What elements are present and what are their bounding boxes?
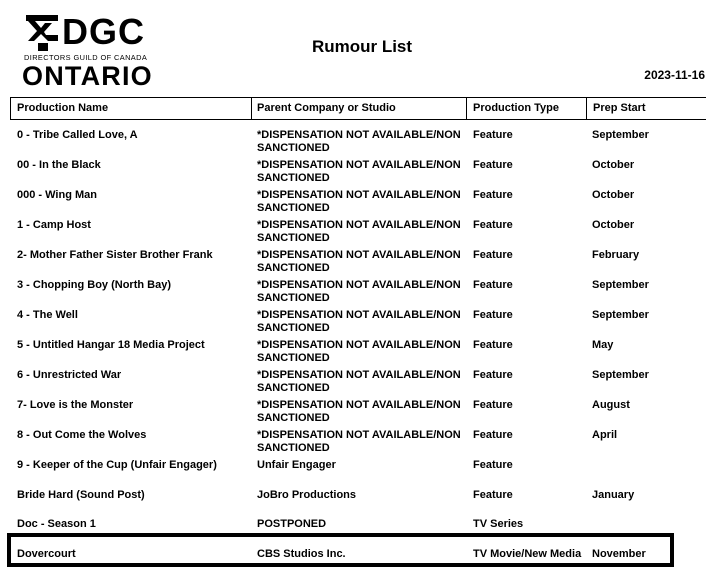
prep-start: April — [592, 429, 618, 441]
parent-company: *DISPENSATION NOT AVAILABLE/NON SANCTIONED — [257, 399, 461, 424]
production-name: 5 - Untitled Hangar 18 Media Project — [17, 339, 205, 351]
parent-company: JoBro Productions — [257, 489, 357, 501]
table-header — [10, 97, 706, 120]
highlight-box — [7, 533, 674, 567]
production-type: Feature — [473, 339, 513, 351]
production-name: 3 - Chopping Boy (North Bay) — [17, 279, 171, 291]
table-row — [0, 429, 725, 459]
prep-start: January — [592, 489, 635, 501]
production-name: Dovercourt — [17, 548, 76, 560]
production-name: 0 - Tribe Called Love, A — [17, 129, 138, 141]
prep-start: November — [592, 548, 646, 560]
prep-start: September — [592, 309, 649, 321]
clapperboard-icon — [24, 13, 64, 53]
parent-company: *DISPENSATION NOT AVAILABLE/NON SANCTIONED — [257, 189, 461, 214]
table-row — [0, 459, 725, 489]
production-type: Feature — [473, 369, 513, 381]
parent-company: *DISPENSATION NOT AVAILABLE/NON SANCTIONED — [257, 219, 461, 244]
production-name: 4 - The Well — [17, 309, 78, 321]
column-header-production-name: Production Name — [11, 98, 252, 119]
parent-company: *DISPENSATION NOT AVAILABLE/NON SANCTIONED — [257, 369, 461, 394]
logo-region: ONTARIO — [22, 61, 153, 91]
table-row — [0, 309, 725, 339]
production-name: 9 - Keeper of the Cup (Unfair Engager) — [17, 459, 217, 471]
parent-company: CBS Studios Inc. — [257, 548, 346, 560]
table-row — [0, 369, 725, 399]
production-name: 6 - Unrestricted War — [17, 369, 122, 381]
prep-start: October — [592, 219, 635, 231]
production-name: Doc - Season 1 — [17, 518, 96, 530]
parent-company: *DISPENSATION NOT AVAILABLE/NON SANCTIONED — [257, 429, 461, 454]
table-row — [0, 279, 725, 309]
column-header-prep-start: Prep Start — [593, 102, 646, 114]
production-type: Feature — [473, 309, 513, 321]
production-type: Feature — [473, 489, 513, 501]
parent-company: *DISPENSATION NOT AVAILABLE/NON SANCTIONED — [257, 129, 461, 154]
production-type: TV Movie/New Media — [473, 548, 582, 560]
parent-company: *DISPENSATION NOT AVAILABLE/NON SANCTIONED — [257, 159, 461, 184]
table-row — [0, 489, 725, 519]
table-row — [0, 249, 725, 279]
prep-start: September — [592, 369, 649, 381]
production-name: 7- Love is the Monster — [17, 399, 134, 411]
parent-company: *DISPENSATION NOT AVAILABLE/NON SANCTIONED — [257, 339, 461, 364]
production-name: Bride Hard (Sound Post) — [17, 489, 145, 501]
parent-company: *DISPENSATION NOT AVAILABLE/NON SANCTIONED — [257, 279, 461, 304]
column-header-production-type: Production Type — [467, 98, 587, 119]
table-row — [0, 339, 725, 369]
production-type: Feature — [473, 399, 513, 411]
table-row — [0, 129, 725, 159]
production-name: 00 - In the Black — [17, 159, 101, 171]
column-header-parent-company: Parent Company or Studio — [251, 98, 467, 119]
production-type: Feature — [473, 189, 513, 201]
production-type: Feature — [473, 159, 513, 171]
production-name: 000 - Wing Man — [17, 189, 97, 201]
production-type: Feature — [473, 219, 513, 231]
table-row — [0, 399, 725, 429]
logo-guild-name: DIRECTORS GUILD OF CANADA — [24, 53, 148, 62]
parent-company: *DISPENSATION NOT AVAILABLE/NON SANCTIONED — [257, 249, 461, 274]
production-name: 1 - Camp Host — [17, 219, 91, 231]
production-type: Feature — [473, 429, 513, 441]
parent-company: Unfair Engager — [257, 459, 336, 471]
parent-company: *DISPENSATION NOT AVAILABLE/NON SANCTIONED — [257, 309, 461, 334]
parent-company: POSTPONED — [257, 518, 327, 530]
report-title: Rumour List — [311, 37, 413, 56]
prep-start: February — [592, 249, 640, 261]
production-type: Feature — [473, 249, 513, 261]
prep-start: October — [592, 189, 635, 201]
prep-start: October — [592, 159, 635, 171]
production-type: TV Series — [473, 518, 524, 530]
prep-start: September — [592, 129, 649, 141]
prep-start: September — [592, 279, 649, 291]
production-type: Feature — [473, 459, 513, 471]
production-name: 2- Mother Father Sister Brother Frank — [17, 249, 213, 261]
table-row — [0, 189, 725, 219]
prep-start: May — [592, 339, 614, 351]
logo-brand: DGC — [62, 11, 145, 52]
production-type: Feature — [473, 129, 513, 141]
report-date: 2023-11-16 — [644, 68, 705, 82]
prep-start: August — [592, 399, 630, 411]
dgc-ontario-logo — [22, 11, 158, 91]
production-type: Feature — [473, 279, 513, 291]
table-row — [0, 159, 725, 189]
table-row — [0, 219, 725, 249]
production-name: 8 - Out Come the Wolves — [17, 429, 147, 441]
